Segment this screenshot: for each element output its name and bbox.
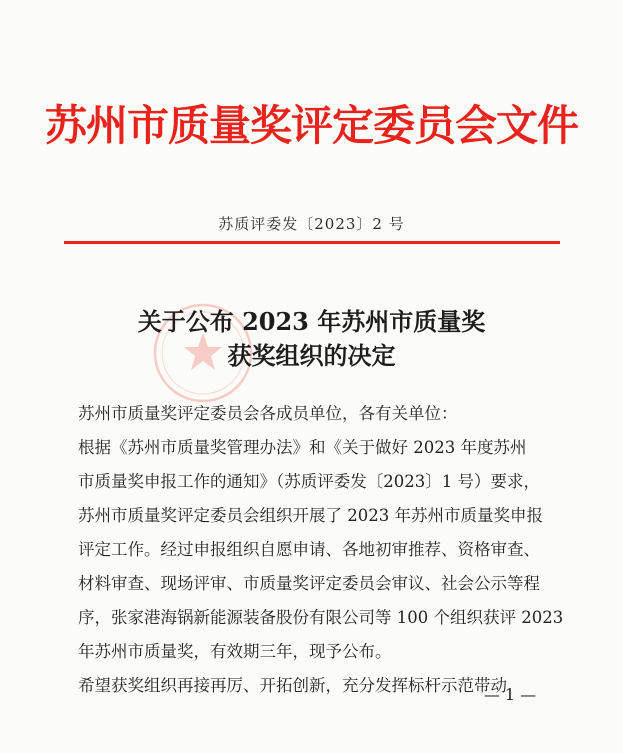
- body-line: 市质量奖申报工作的通知》（苏质评委发〔2023〕1 号）要求，: [78, 472, 540, 491]
- body-line: 苏州市质量奖评定委员会组织开展了 2023 年苏州市质量奖申报: [78, 506, 543, 525]
- document-title-line-2: 获奖组织的决定: [227, 341, 396, 370]
- body-line: 希望获奖组织再接再厉、开拓创新，充分发挥标杆示范带动: [78, 676, 507, 695]
- body-line: 材料审查、现场评审、市质量奖评定委员会审议、社会公示等程: [78, 574, 540, 593]
- document-number: 苏质评委发〔2023〕2 号: [218, 215, 405, 233]
- masthead-title: 苏州市质量奖评定委员会文件: [44, 101, 578, 150]
- body-line: 根据《苏州市质量奖管理办法》和《关于做好 2023 年度苏州: [78, 438, 527, 457]
- document-title-line-1: 关于公布 2023 年苏州市质量奖: [137, 307, 486, 336]
- red-divider: [64, 241, 560, 244]
- body-line: 年苏州市质量奖，有效期三年，现予公布。: [78, 642, 392, 661]
- body-line: 序，张家港海锅新能源装备股份有限公司等 100 个组织获评 2023: [78, 608, 564, 627]
- page-number: — 1 —: [483, 685, 537, 704]
- body-line: 苏州市质量奖评定委员会各成员单位，各有关单位：: [78, 404, 458, 423]
- body-line: 评定工作。经过申报组织自愿申请、各地初审推荐、资格审查、: [78, 540, 540, 559]
